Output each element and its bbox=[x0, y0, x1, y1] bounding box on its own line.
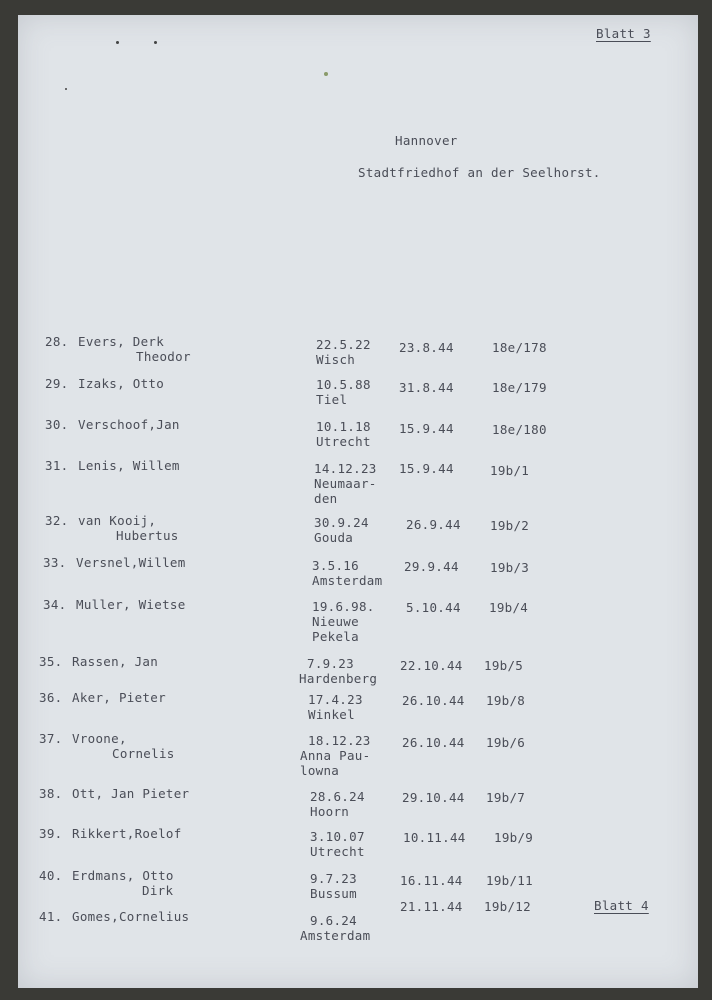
entry-number: 38. bbox=[39, 786, 63, 801]
entry-number: 41. bbox=[39, 909, 63, 924]
cemetery-heading: Stadtfriedhof an der Seelhorst. bbox=[358, 165, 601, 180]
entry-death-date: 15.9.44 bbox=[399, 461, 454, 476]
entry-number: 31. bbox=[45, 458, 69, 473]
entry-number: 29. bbox=[45, 376, 69, 391]
entry-name: Muller, Wietse bbox=[76, 597, 186, 612]
entry-number: 40. bbox=[39, 868, 63, 883]
entry-grave: 19b/4 bbox=[489, 600, 529, 615]
entry-grave: 19b/5 bbox=[484, 658, 524, 673]
entry-number: 35. bbox=[39, 654, 63, 669]
entry-name: Aker, Pieter bbox=[72, 690, 166, 705]
entry-name: Vroone, Cornelis bbox=[72, 731, 175, 761]
entry-death-date: 22.10.44 bbox=[400, 658, 463, 673]
entry-death-date: 15.9.44 bbox=[399, 421, 454, 436]
entry-number: 28. bbox=[45, 334, 69, 349]
sheet-label: Blatt 3 bbox=[596, 26, 651, 41]
document-page bbox=[18, 15, 698, 988]
entry-birth: 18.12.23 Anna Pau- lowna bbox=[300, 733, 371, 778]
entry-number: 36. bbox=[39, 690, 63, 705]
entry-death-date: 16.11.44 bbox=[400, 873, 463, 888]
entry-name: van Kooij, Hubertus bbox=[78, 513, 179, 543]
entry-number: 37. bbox=[39, 731, 63, 746]
entry-number: 32. bbox=[45, 513, 69, 528]
entry-death-date: 26.10.44 bbox=[402, 735, 465, 750]
city-heading: Hannover bbox=[395, 133, 458, 148]
entry-grave: 19b/7 bbox=[486, 790, 526, 805]
entry-grave: 18e/178 bbox=[492, 340, 547, 355]
entry-grave: 19b/8 bbox=[486, 693, 526, 708]
entry-birth: 30.9.24 Gouda bbox=[314, 515, 369, 545]
entry-grave: 19b/2 bbox=[490, 518, 530, 533]
entry-name: Lenis, Willem bbox=[78, 458, 180, 473]
entry-grave: 18e/180 bbox=[492, 422, 547, 437]
entry-birth: 3.5.16 Amsterdam bbox=[312, 558, 383, 588]
next-sheet-label: Blatt 4 bbox=[594, 898, 649, 913]
entry-name: Evers, Derk Theodor bbox=[78, 334, 191, 364]
entry-name: Ott, Jan Pieter bbox=[72, 786, 190, 801]
entry-death-date: 10.11.44 bbox=[403, 830, 466, 845]
entry-grave: 18e/179 bbox=[492, 380, 547, 395]
entry-number: 30. bbox=[45, 417, 69, 432]
entry-birth: 14.12.23 Neumaar- den bbox=[314, 461, 377, 506]
entry-death-date: 5.10.44 bbox=[406, 600, 461, 615]
entry-name: Rikkert,Roelof bbox=[72, 826, 182, 841]
entry-death-date: 26.10.44 bbox=[402, 693, 465, 708]
entry-grave: 19b/6 bbox=[486, 735, 526, 750]
ink-speck bbox=[154, 41, 157, 44]
entry-birth: 3.10.07 Utrecht bbox=[310, 829, 365, 859]
entry-name: Rassen, Jan bbox=[72, 654, 159, 669]
entry-number: 39. bbox=[39, 826, 63, 841]
entry-name: Verschoof,Jan bbox=[78, 417, 180, 432]
entry-grave: 19b/9 bbox=[494, 830, 534, 845]
entry-name: Versnel,Willem bbox=[76, 555, 186, 570]
entry-name: Erdmans, Otto Dirk bbox=[72, 868, 174, 898]
entry-death-date: 29.10.44 bbox=[402, 790, 465, 805]
entry-birth: 19.6.98. Nieuwe Pekela bbox=[312, 599, 375, 644]
entry-birth: 17.4.23 Winkel bbox=[308, 692, 363, 722]
entry-death-date: 23.8.44 bbox=[399, 340, 454, 355]
entry-number: 34. bbox=[43, 597, 67, 612]
entry-grave: 19b/1 bbox=[490, 463, 530, 478]
entry-death-date: 29.9.44 bbox=[404, 559, 459, 574]
entry-death-date: 31.8.44 bbox=[399, 380, 454, 395]
entry-birth: 9.7.23 Bussum bbox=[310, 871, 357, 901]
entry-grave: 19b/3 bbox=[490, 560, 530, 575]
entry-birth: 9.6.24 Amsterdam bbox=[300, 913, 371, 943]
entry-grave: 19b/12 bbox=[484, 899, 531, 914]
ink-speck bbox=[324, 72, 328, 76]
ink-speck bbox=[116, 41, 119, 44]
entry-birth: 10.1.18 Utrecht bbox=[316, 419, 371, 449]
entry-number: 33. bbox=[43, 555, 67, 570]
entry-death-date: 26.9.44 bbox=[406, 517, 461, 532]
entry-birth: 28.6.24 Hoorn bbox=[310, 789, 365, 819]
entry-death-date: 21.11.44 bbox=[400, 899, 463, 914]
entry-grave: 19b/11 bbox=[486, 873, 533, 888]
entry-name: Izaks, Otto bbox=[78, 376, 165, 391]
ink-speck bbox=[65, 88, 67, 90]
entry-birth: 10.5.88 Tiel bbox=[316, 377, 371, 407]
entry-birth: 7.9.23 Hardenberg bbox=[299, 656, 378, 686]
entry-name: Gomes,Cornelius bbox=[72, 909, 190, 924]
entry-birth: 22.5.22 Wisch bbox=[316, 337, 371, 367]
